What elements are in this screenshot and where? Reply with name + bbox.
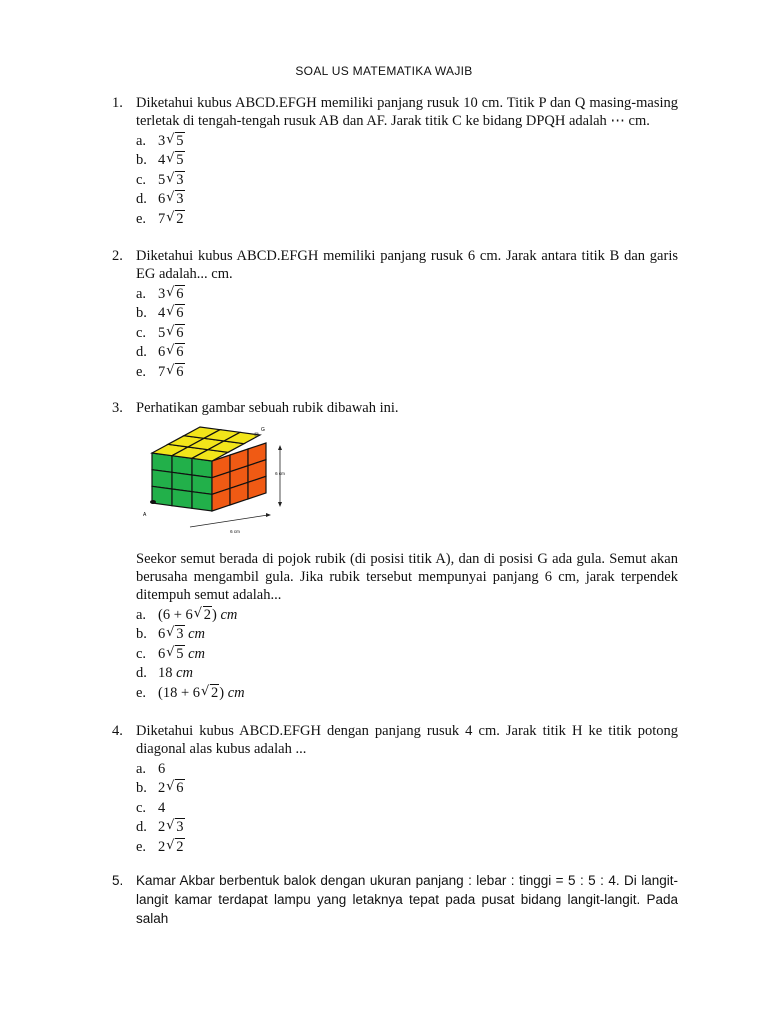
question-1 (112, 94, 678, 229)
page-title: SOAL US MATEMATIKA WAJIB (295, 64, 473, 78)
sqrt-symbol: √ 6 (166, 779, 184, 797)
dim-label-horizontal: 6 cm (230, 529, 240, 534)
sqrt-symbol: √ 5 (166, 645, 184, 663)
options (136, 759, 678, 857)
option-a: a. 3√ 5 (136, 131, 678, 151)
cube-front-tile (192, 475, 212, 494)
question-number: 2. (112, 248, 123, 264)
option-d: d. 6√ 6 (136, 343, 678, 363)
question-stem: Diketahui kubus ABCD.EFGH memiliki panjang rusuk 6 cm. Jarak antara titik B dan garis EG adalah... cm. (136, 248, 678, 282)
option-c: c. 4 (136, 799, 166, 816)
sqrt-symbol: √ 2 (166, 838, 184, 856)
question-4 (112, 722, 678, 857)
sqrt-symbol: √ 6 (166, 343, 184, 361)
cube-front-tile (172, 472, 192, 491)
options (136, 605, 678, 703)
option-d: d. 2√ 3 (136, 818, 678, 838)
question-2 (112, 247, 678, 382)
cube-front-tile (192, 458, 212, 477)
options (136, 131, 678, 229)
cube-front-tile (172, 456, 192, 475)
option-e: e. (18 + 6√ 2) cm (136, 683, 678, 703)
option-b: b. 4√ 5 (136, 151, 678, 171)
option-d: d. 6√ 3 (136, 190, 678, 210)
sqrt-symbol: √ 6 (166, 285, 184, 303)
question-stem-continued: Seekor semut berada di pojok rubik (di posisi titik A), dan di posisi G ada gula. Semut akan berusaha mengambil gula. Jika rubik tersebut mempunyai panjang 6 cm, jarak terpendek ditempuh semut adalah... (136, 551, 678, 603)
sqrt-symbol: √ 3 (166, 818, 184, 836)
question-number: 4. (112, 723, 123, 739)
sqrt-symbol: √ 6 (166, 363, 184, 381)
rubik-cube-figure (140, 423, 678, 544)
sqrt-symbol: √ 6 (166, 324, 184, 342)
option-e: e. 7√ 2 (136, 209, 678, 229)
label-a: A (143, 512, 147, 518)
sqrt-symbol: √ 2 (166, 210, 184, 228)
sqrt-symbol: √ 3 (166, 190, 184, 208)
option-d: d. 18 cm (136, 665, 194, 682)
cube-front-tile (152, 453, 172, 472)
rubik-cube-image (140, 423, 290, 539)
dim-label-vertical: 6 cm (275, 471, 285, 476)
question-3 (112, 399, 678, 703)
sqrt-symbol: √ 5 (166, 151, 184, 169)
cube-front-tile (172, 489, 192, 508)
question-number: 1. (112, 95, 123, 111)
option-b: b. 6√ 3 cm (136, 625, 678, 645)
option-c: c. 6√ 5 cm (136, 644, 678, 664)
sqrt-symbol: √ 3 (166, 171, 184, 189)
sqrt-symbol: √ 2 (194, 606, 212, 624)
option-c: c. 5√ 6 (136, 323, 678, 343)
sqrt-symbol: √ 6 (166, 304, 184, 322)
label-g: G (261, 427, 265, 433)
sqrt-symbol: √ 5 (166, 132, 184, 150)
option-a: a. 6 (136, 760, 166, 777)
question-stem: Diketahui kubus ABCD.EFGH memiliki panjang rusuk 10 cm. Titik P dan Q masing-masing terletak di tengah-tengah rusuk AB dan AF. Jarak titik C ke bidang DPQH adalah ⋯ cm. (136, 95, 678, 129)
question-stem: Kamar Akbar berbentuk balok dengan ukuran panjang : lebar : tinggi = 5 : 5 : 4. Di langit-langit kamar terdapat lampu yang letaknya tepat pada pusat bidang langit-langit. Pada salah (136, 873, 678, 926)
question-stem: Perhatikan gambar sebuah rubik dibawah ini. (136, 400, 399, 416)
option-c: c. 5√ 3 (136, 170, 678, 190)
options (136, 284, 678, 382)
option-e: e. 7√ 6 (136, 362, 678, 382)
option-e: e. 2√ 2 (136, 837, 678, 857)
question-number: 3. (112, 400, 123, 416)
question-stem: Diketahui kubus ABCD.EFGH dengan panjang rusuk 4 cm. Jarak titik H ke titik potong diagonal alas kubus adalah ... (136, 723, 678, 757)
option-b: b. 2√ 6 (136, 779, 678, 799)
option-a: a. (6 + 6√ 2) cm (136, 605, 678, 625)
sqrt-symbol: √ 2 (201, 684, 219, 702)
ant-icon (150, 500, 156, 504)
option-b: b. 4√ 6 (136, 304, 678, 324)
option-a: a. 3√ 6 (136, 284, 678, 304)
question-5 (112, 871, 678, 928)
cube-front-tile (152, 470, 172, 489)
cube-front-tile (192, 492, 212, 511)
sqrt-symbol: √ 3 (166, 625, 184, 643)
question-number: 5. (112, 873, 124, 888)
